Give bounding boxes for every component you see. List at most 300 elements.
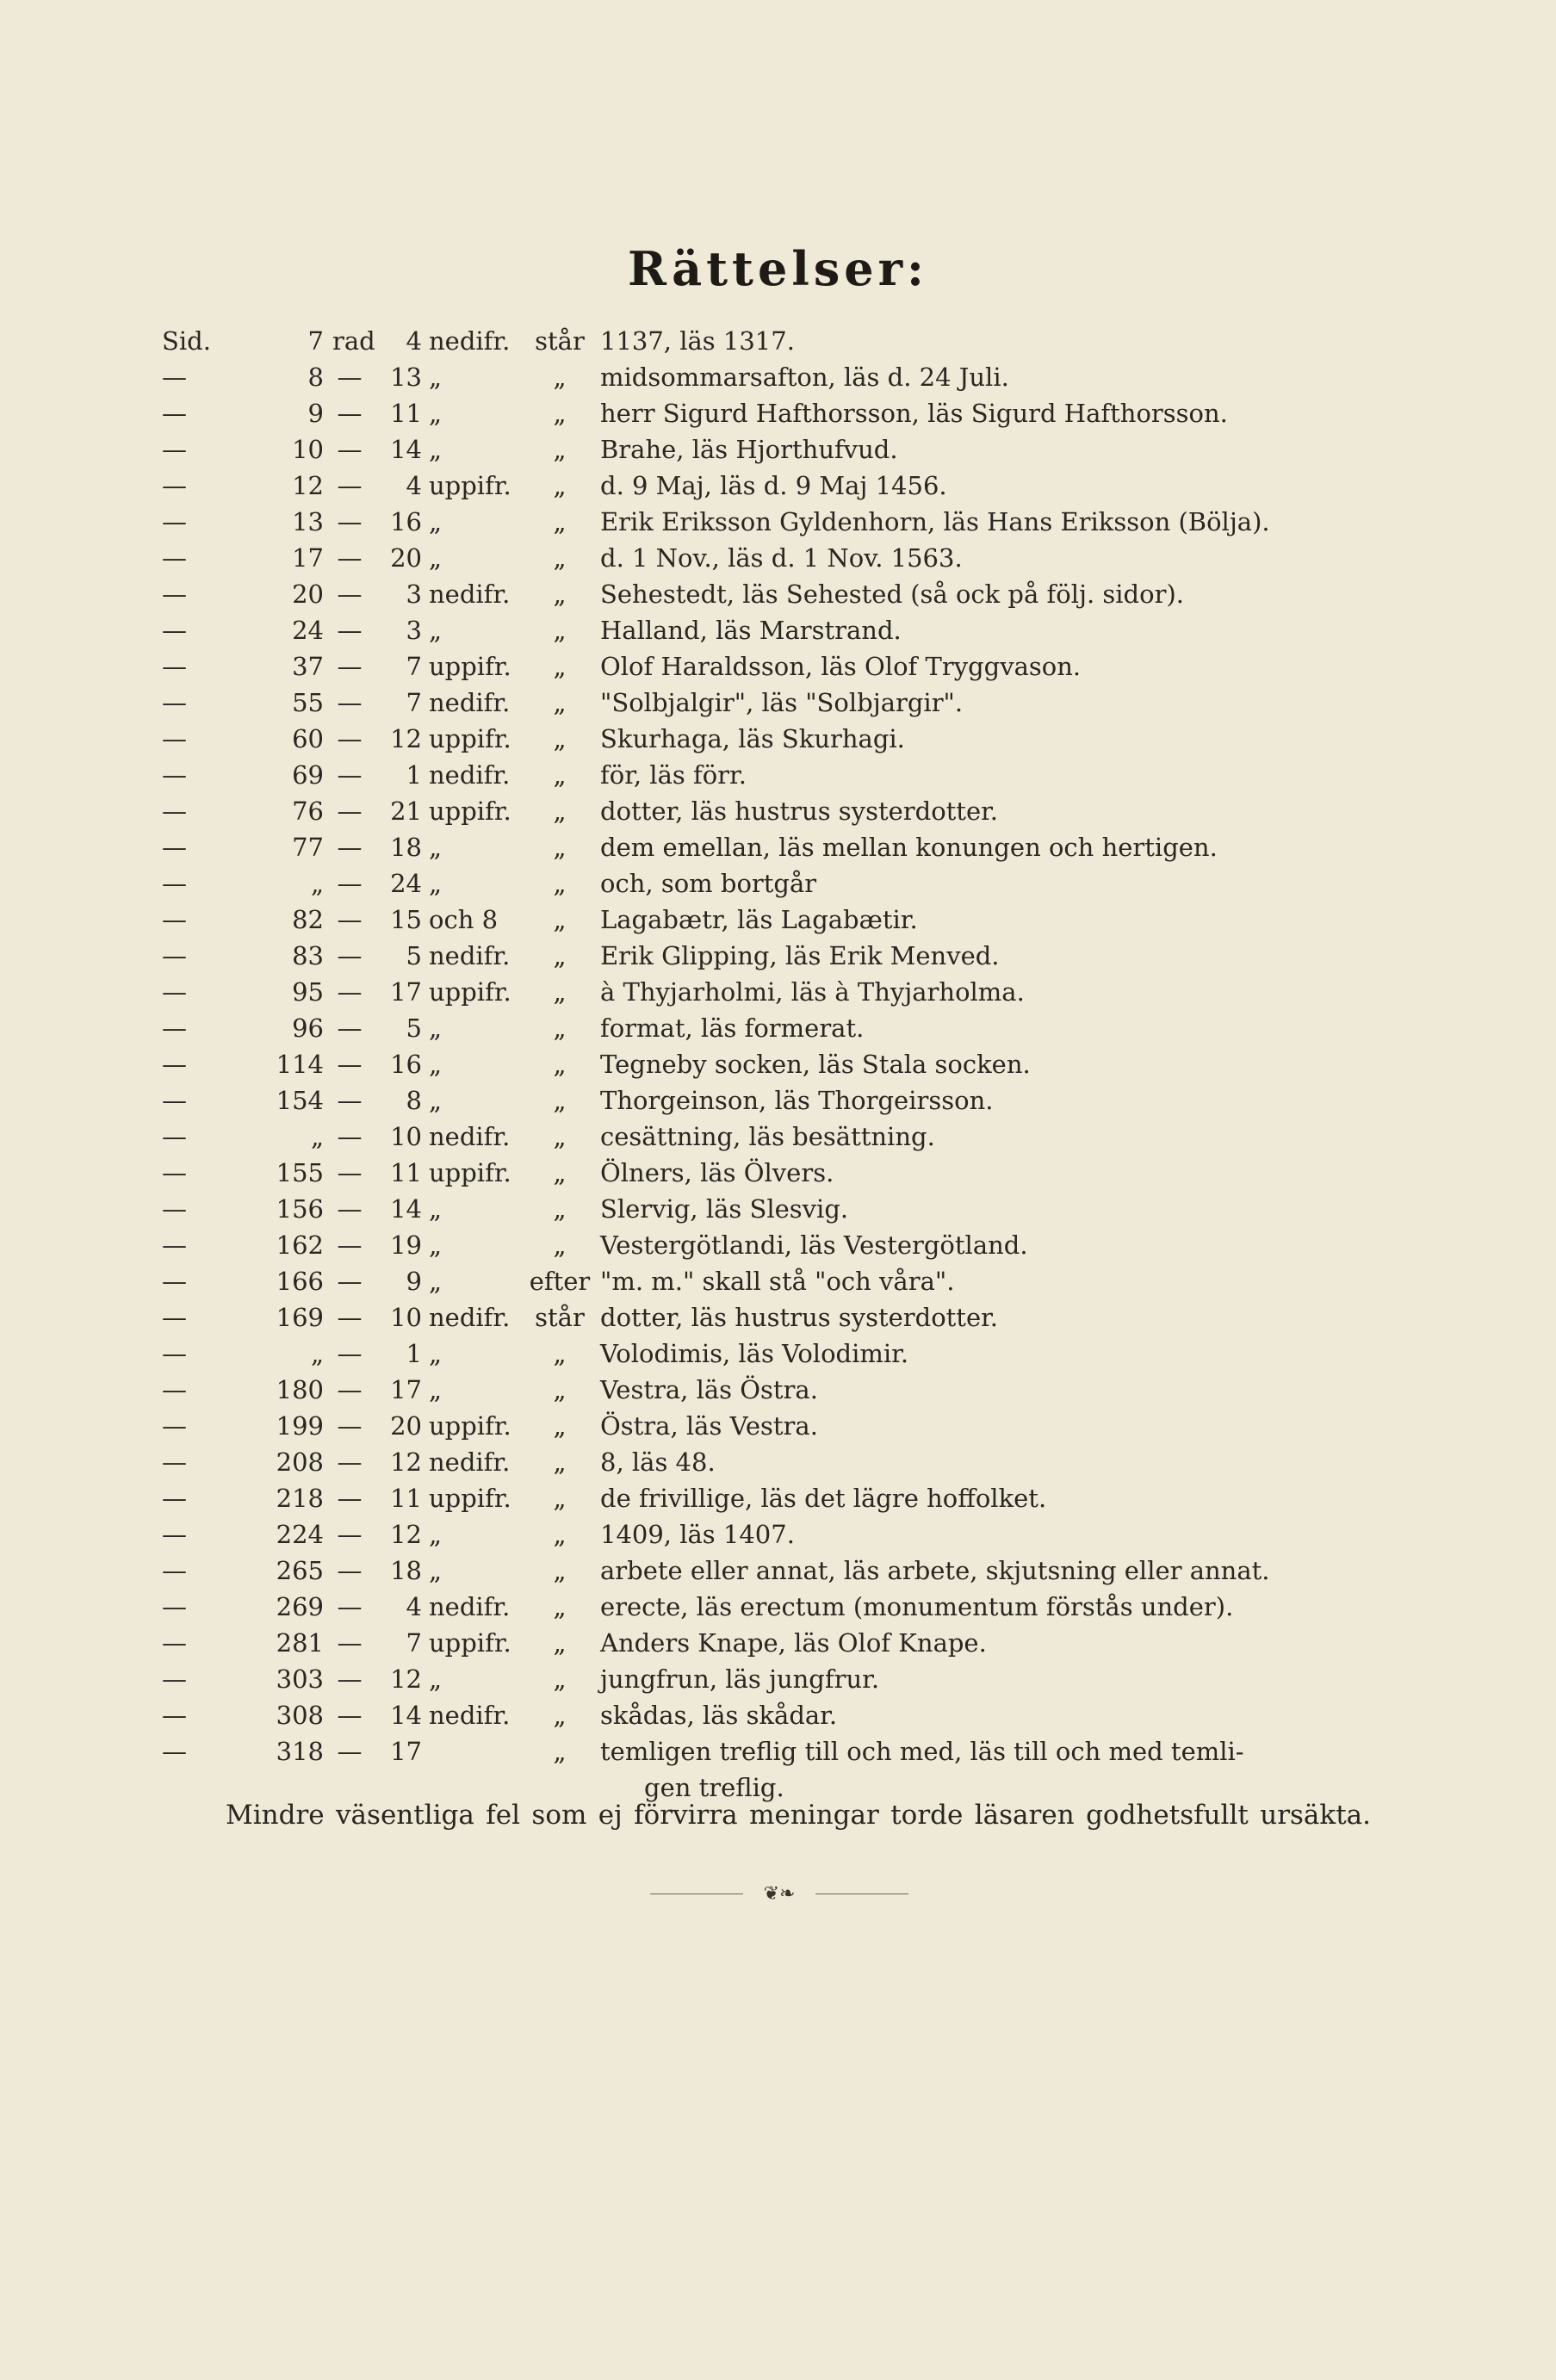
errata-d2: — xyxy=(337,471,363,500)
errata-page: 76 xyxy=(292,796,324,826)
errata-page: 180 xyxy=(276,1375,324,1404)
errata-line: 14 xyxy=(390,1194,422,1224)
errata-row xyxy=(0,974,1556,1010)
errata-star: „ xyxy=(553,616,567,645)
errata-row xyxy=(0,1733,1556,1770)
errata-line: 12 xyxy=(390,724,422,753)
errata-pos: uppifr. xyxy=(429,1158,511,1187)
errata-line: 16 xyxy=(390,1050,422,1079)
errata-page: 17 xyxy=(292,543,324,573)
errata-line: 7 xyxy=(406,652,422,681)
errata-sid: — xyxy=(162,616,187,645)
errata-page: 13 xyxy=(292,507,324,536)
errata-sid: — xyxy=(162,507,187,536)
errata-pos: nedifr. xyxy=(429,1447,511,1477)
errata-star: „ xyxy=(553,724,567,753)
errata-d2: — xyxy=(337,1664,363,1694)
errata-text: och, som bortgår xyxy=(600,869,817,898)
errata-pos: nedifr. xyxy=(429,1303,511,1332)
errata-d2: — xyxy=(337,1484,363,1513)
errata-row xyxy=(0,1770,1556,1802)
errata-pos: nedifr. xyxy=(429,1592,511,1621)
errata-page: 83 xyxy=(292,941,324,970)
errata-row xyxy=(0,1299,1556,1336)
errata-line: 17 xyxy=(390,1737,422,1766)
errata-page: 162 xyxy=(276,1230,324,1260)
errata-text: gen treflig. xyxy=(644,1773,784,1802)
errata-line: 4 xyxy=(406,326,422,356)
errata-row xyxy=(0,1480,1556,1516)
errata-row xyxy=(0,395,1556,431)
errata-line: 14 xyxy=(390,435,422,464)
errata-line: 3 xyxy=(406,616,422,645)
errata-text: Ölners, läs Ölvers. xyxy=(600,1158,834,1187)
errata-star: „ xyxy=(553,507,567,536)
errata-text: Erik Glipping, läs Erik Menved. xyxy=(600,941,1000,970)
errata-star: „ xyxy=(553,1086,567,1115)
errata-page: 60 xyxy=(292,724,324,753)
errata-page: 12 xyxy=(292,471,324,500)
errata-pos: „ xyxy=(429,543,443,573)
errata-d2: rad xyxy=(332,326,375,356)
errata-text: Östra, läs Vestra. xyxy=(600,1411,818,1441)
errata-pos: „ xyxy=(429,1375,443,1404)
errata-sid: — xyxy=(162,688,187,717)
errata-sid: — xyxy=(162,1447,187,1477)
errata-sid: — xyxy=(162,1122,187,1151)
errata-d2: — xyxy=(337,724,363,753)
errata-row xyxy=(0,576,1556,612)
errata-sid: — xyxy=(162,1230,187,1260)
errata-row xyxy=(0,540,1556,576)
errata-line: 3 xyxy=(406,580,422,609)
divider-line-right xyxy=(815,1893,908,1894)
errata-star: „ xyxy=(553,1375,567,1404)
errata-text: format, läs formerat. xyxy=(600,1013,865,1043)
errata-line: 12 xyxy=(390,1520,422,1549)
errata-row xyxy=(0,1010,1556,1046)
errata-text: d. 9 Maj, läs d. 9 Maj 1456. xyxy=(600,471,947,500)
errata-d2: — xyxy=(337,1411,363,1441)
errata-star: efter xyxy=(529,1267,591,1296)
errata-page: 69 xyxy=(292,760,324,790)
errata-row xyxy=(0,1046,1556,1082)
errata-sid: — xyxy=(162,869,187,898)
errata-d2: — xyxy=(337,1086,363,1115)
errata-sid: — xyxy=(162,833,187,862)
errata-row xyxy=(0,1516,1556,1553)
errata-d2: — xyxy=(337,977,363,1007)
errata-sid: — xyxy=(162,652,187,681)
errata-sid: — xyxy=(162,1592,187,1621)
errata-line: 17 xyxy=(390,1375,422,1404)
errata-pos: nedifr. xyxy=(429,941,511,970)
errata-row xyxy=(0,1589,1556,1625)
errata-d2: — xyxy=(337,1737,363,1766)
errata-d2: — xyxy=(337,399,363,428)
errata-row xyxy=(0,431,1556,468)
errata-page: 265 xyxy=(276,1556,324,1585)
errata-sid: — xyxy=(162,1556,187,1585)
errata-d2: — xyxy=(337,435,363,464)
errata-text: arbete eller annat, läs arbete, skjutsning eller annat. xyxy=(600,1556,1270,1585)
errata-page: 166 xyxy=(276,1267,324,1296)
errata-d2: — xyxy=(337,760,363,790)
errata-sid: — xyxy=(162,580,187,609)
errata-sid: — xyxy=(162,1484,187,1513)
errata-star: „ xyxy=(553,435,567,464)
errata-star: „ xyxy=(553,543,567,573)
errata-page: 7 xyxy=(307,326,324,356)
errata-row xyxy=(0,468,1556,504)
ornament-icon: ❦❧ xyxy=(763,1883,796,1905)
errata-sid: — xyxy=(162,1375,187,1404)
errata-pos: uppifr. xyxy=(429,977,511,1007)
errata-pos: uppifr. xyxy=(429,796,511,826)
errata-text: 1409, läs 1407. xyxy=(600,1520,795,1549)
errata-text: cesättning, läs besättning. xyxy=(600,1122,935,1151)
errata-star: „ xyxy=(553,1158,567,1187)
errata-star: „ xyxy=(553,796,567,826)
errata-line: 11 xyxy=(390,1158,422,1187)
errata-star: „ xyxy=(553,1013,567,1043)
errata-line: 10 xyxy=(390,1122,422,1151)
errata-star: „ xyxy=(553,1592,567,1621)
errata-line: 11 xyxy=(390,1484,422,1513)
errata-pos: „ xyxy=(429,1520,443,1549)
errata-pos: „ xyxy=(429,435,443,464)
errata-star: „ xyxy=(553,688,567,717)
errata-d2: — xyxy=(337,1013,363,1043)
errata-star: „ xyxy=(553,905,567,934)
errata-sid: — xyxy=(162,905,187,934)
errata-sid: — xyxy=(162,1158,187,1187)
errata-star: „ xyxy=(553,869,567,898)
errata-text: herr Sigurd Hafthorsson, läs Sigurd Hafthorsson. xyxy=(600,399,1228,428)
errata-page: „ xyxy=(310,1122,324,1151)
divider-line-left xyxy=(650,1893,743,1894)
errata-row xyxy=(0,721,1556,757)
errata-row xyxy=(0,685,1556,721)
errata-star: „ xyxy=(553,1484,567,1513)
errata-row xyxy=(0,612,1556,648)
errata-pos: „ xyxy=(429,1230,443,1260)
errata-line: 16 xyxy=(390,507,422,536)
errata-pos: „ xyxy=(429,1556,443,1585)
errata-row xyxy=(0,829,1556,865)
errata-d2: — xyxy=(337,1122,363,1151)
errata-line: 14 xyxy=(390,1701,422,1730)
errata-page: „ xyxy=(310,869,324,898)
errata-page: 308 xyxy=(276,1701,324,1730)
errata-pos: „ xyxy=(429,1267,443,1296)
errata-sid: — xyxy=(162,1737,187,1766)
errata-star: „ xyxy=(553,1122,567,1151)
errata-star: står xyxy=(535,1303,585,1332)
errata-text: Thorgeinson, läs Thorgeirsson. xyxy=(600,1086,994,1115)
errata-line: 10 xyxy=(390,1303,422,1332)
errata-star: „ xyxy=(553,652,567,681)
errata-list xyxy=(0,323,1556,1802)
errata-star: „ xyxy=(553,580,567,609)
errata-d2: — xyxy=(337,1050,363,1079)
errata-page: 281 xyxy=(276,1628,324,1658)
errata-line: 17 xyxy=(390,977,422,1007)
errata-text: "m. m." skall stå "och våra". xyxy=(600,1267,955,1296)
errata-pos: „ xyxy=(429,1086,443,1115)
errata-page: „ xyxy=(310,1339,324,1368)
errata-star: „ xyxy=(553,1701,567,1730)
errata-page: 96 xyxy=(292,1013,324,1043)
errata-star: „ xyxy=(553,941,567,970)
errata-star: „ xyxy=(553,471,567,500)
errata-page: 199 xyxy=(276,1411,324,1441)
errata-text: jungfrun, läs jungfrur. xyxy=(600,1664,880,1694)
errata-page: 55 xyxy=(292,688,324,717)
errata-line: 8 xyxy=(406,1086,422,1115)
errata-page: 218 xyxy=(276,1484,324,1513)
errata-pos: nedifr. xyxy=(429,1122,511,1151)
errata-page: 20 xyxy=(292,580,324,609)
errata-row xyxy=(0,504,1556,540)
errata-star: „ xyxy=(553,1628,567,1658)
errata-page: 9 xyxy=(307,399,324,428)
errata-pos: „ xyxy=(429,869,443,898)
errata-row xyxy=(0,1227,1556,1263)
errata-text: 8, läs 48. xyxy=(600,1447,716,1477)
errata-line: 18 xyxy=(390,833,422,862)
page-title: Rättelser: xyxy=(627,241,928,296)
errata-pos: nedifr. xyxy=(429,326,511,356)
errata-star: „ xyxy=(553,833,567,862)
errata-line: 7 xyxy=(406,1628,422,1658)
errata-sid: — xyxy=(162,1339,187,1368)
errata-page: 37 xyxy=(292,652,324,681)
errata-d2: — xyxy=(337,1194,363,1224)
errata-pos: „ xyxy=(429,1050,443,1079)
errata-text: Vestra, läs Östra. xyxy=(600,1375,818,1404)
errata-pos: uppifr. xyxy=(429,724,511,753)
errata-star: „ xyxy=(553,1737,567,1766)
errata-page: 224 xyxy=(276,1520,324,1549)
errata-d2: — xyxy=(337,1628,363,1658)
errata-sid: — xyxy=(162,1086,187,1115)
errata-d2: — xyxy=(337,869,363,898)
errata-page: 82 xyxy=(292,905,324,934)
errata-row xyxy=(0,1444,1556,1480)
errata-page: 208 xyxy=(276,1447,324,1477)
errata-row xyxy=(0,865,1556,902)
errata-star: „ xyxy=(553,1050,567,1079)
errata-d2: — xyxy=(337,1267,363,1296)
errata-text: Tegneby socken, läs Stala socken. xyxy=(600,1050,1031,1079)
errata-sid: — xyxy=(162,1194,187,1224)
errata-line: 20 xyxy=(390,1411,422,1441)
errata-star: „ xyxy=(553,1411,567,1441)
errata-text: erecte, läs erectum (monumentum förstås under). xyxy=(600,1592,1234,1621)
errata-line: 5 xyxy=(406,1013,422,1043)
errata-text: Slervig, läs Slesvig. xyxy=(600,1194,849,1224)
errata-line: 21 xyxy=(390,796,422,826)
errata-d2: — xyxy=(337,616,363,645)
errata-text: Volodimis, läs Volodimir. xyxy=(600,1339,909,1368)
errata-text: Anders Knape, läs Olof Knape. xyxy=(600,1628,987,1658)
errata-row xyxy=(0,1191,1556,1227)
errata-row xyxy=(0,1082,1556,1119)
errata-star: „ xyxy=(553,977,567,1007)
errata-line: 19 xyxy=(390,1230,422,1260)
errata-text: de frivillige, läs det lägre hoffolket. xyxy=(600,1484,1047,1513)
errata-pos: nedifr. xyxy=(429,760,511,790)
errata-sid: — xyxy=(162,977,187,1007)
errata-row xyxy=(0,1408,1556,1444)
errata-d2: — xyxy=(337,1556,363,1585)
errata-sid: — xyxy=(162,1303,187,1332)
errata-page: 10 xyxy=(292,435,324,464)
errata-d2: — xyxy=(337,1303,363,1332)
errata-star: står xyxy=(535,326,585,356)
errata-text: Erik Eriksson Gyldenhorn, läs Hans Eriksson (Bölja). xyxy=(600,507,1270,536)
errata-text: dem emellan, läs mellan konungen och hertigen. xyxy=(600,833,1218,862)
errata-d2: — xyxy=(337,796,363,826)
errata-text: temligen treflig till och med, läs till och med temli- xyxy=(600,1737,1244,1766)
errata-d2: — xyxy=(337,543,363,573)
errata-row xyxy=(0,1553,1556,1589)
errata-star: „ xyxy=(553,1447,567,1477)
errata-pos: „ xyxy=(429,616,443,645)
errata-sid: — xyxy=(162,1664,187,1694)
errata-sid: — xyxy=(162,796,187,826)
errata-sid: — xyxy=(162,724,187,753)
errata-sid: — xyxy=(162,941,187,970)
errata-text: dotter, läs hustrus systerdotter. xyxy=(600,1303,999,1332)
errata-star: „ xyxy=(553,1664,567,1694)
errata-sid: — xyxy=(162,1628,187,1658)
errata-pos: „ xyxy=(429,833,443,862)
errata-d2: — xyxy=(337,905,363,934)
errata-line: 4 xyxy=(406,1592,422,1621)
errata-d2: — xyxy=(337,1701,363,1730)
errata-line: 11 xyxy=(390,399,422,428)
errata-page: 169 xyxy=(276,1303,324,1332)
errata-star: „ xyxy=(553,363,567,392)
errata-text: Skurhaga, läs Skurhagi. xyxy=(600,724,905,753)
errata-pos: uppifr. xyxy=(429,1484,511,1513)
errata-row xyxy=(0,757,1556,793)
errata-row xyxy=(0,1336,1556,1372)
errata-sid: — xyxy=(162,1701,187,1730)
errata-d2: — xyxy=(337,363,363,392)
errata-d2: — xyxy=(337,1592,363,1621)
errata-row xyxy=(0,938,1556,974)
errata-line: 1 xyxy=(406,760,422,790)
errata-star: „ xyxy=(553,1230,567,1260)
footer-note: Mindre väsentliga fel som ej förvirra meningar torde läsaren godhetsfullt ursäkta. xyxy=(226,1800,1371,1831)
errata-text: Olof Haraldsson, läs Olof Tryggvason. xyxy=(600,652,1082,681)
errata-pos: „ xyxy=(429,1664,443,1694)
errata-line: 12 xyxy=(390,1447,422,1477)
errata-d2: — xyxy=(337,1520,363,1549)
errata-text: Sehestedt, läs Sehested (så ock på följ. sidor). xyxy=(600,580,1184,609)
errata-d2: — xyxy=(337,1375,363,1404)
errata-sid: — xyxy=(162,399,187,428)
errata-pos: „ xyxy=(429,1194,443,1224)
errata-row xyxy=(0,1697,1556,1733)
errata-pos: nedifr. xyxy=(429,1701,511,1730)
errata-pos: uppifr. xyxy=(429,1411,511,1441)
errata-pos: „ xyxy=(429,363,443,392)
errata-text: midsommarsafton, läs d. 24 Juli. xyxy=(600,363,1009,392)
errata-text: Halland, läs Marstrand. xyxy=(600,616,902,645)
errata-star: „ xyxy=(553,1520,567,1549)
errata-line: 12 xyxy=(390,1664,422,1694)
errata-star: „ xyxy=(553,1194,567,1224)
errata-d2: — xyxy=(337,652,363,681)
errata-row xyxy=(0,1625,1556,1661)
errata-row xyxy=(0,359,1556,395)
errata-row xyxy=(0,1155,1556,1191)
errata-line: 7 xyxy=(406,688,422,717)
errata-row xyxy=(0,323,1556,359)
errata-text: Lagabætr, läs Lagabætir. xyxy=(600,905,918,934)
errata-text: 1137, läs 1317. xyxy=(600,326,795,356)
errata-pos: „ xyxy=(429,399,443,428)
errata-star: „ xyxy=(553,399,567,428)
errata-line: 1 xyxy=(406,1339,422,1368)
errata-sid: — xyxy=(162,1050,187,1079)
errata-page: 318 xyxy=(276,1737,324,1766)
errata-page: 77 xyxy=(292,833,324,862)
errata-line: 13 xyxy=(390,363,422,392)
errata-text: Vestergötlandi, läs Vestergötland. xyxy=(600,1230,1028,1260)
errata-text: dotter, läs hustrus systerdotter. xyxy=(600,796,999,826)
errata-row xyxy=(0,902,1556,938)
errata-d2: — xyxy=(337,1230,363,1260)
errata-line: 24 xyxy=(390,869,422,898)
errata-line: 20 xyxy=(390,543,422,573)
errata-pos: och 8 xyxy=(429,905,499,934)
errata-star: „ xyxy=(553,760,567,790)
errata-d2: — xyxy=(337,1158,363,1187)
errata-page: 24 xyxy=(292,616,324,645)
errata-page: 154 xyxy=(276,1086,324,1115)
errata-d2: — xyxy=(337,833,363,862)
errata-sid: — xyxy=(162,471,187,500)
errata-row xyxy=(0,1661,1556,1697)
errata-page: 114 xyxy=(276,1050,324,1079)
errata-row xyxy=(0,793,1556,829)
errata-sid: — xyxy=(162,1411,187,1441)
errata-line: 9 xyxy=(406,1267,422,1296)
errata-text: för, läs förr. xyxy=(600,760,747,790)
errata-page: 95 xyxy=(292,977,324,1007)
errata-line: 15 xyxy=(390,905,422,934)
errata-text: Brahe, läs Hjorthufvud. xyxy=(600,435,898,464)
errata-sid: — xyxy=(162,1267,187,1296)
errata-sid: — xyxy=(162,1013,187,1043)
errata-sid: — xyxy=(162,363,187,392)
errata-d2: — xyxy=(337,580,363,609)
errata-line: 18 xyxy=(390,1556,422,1585)
errata-sid: — xyxy=(162,435,187,464)
errata-d2: — xyxy=(337,507,363,536)
errata-text: à Thyjarholmi, läs à Thyjarholma. xyxy=(600,977,1025,1007)
errata-star: „ xyxy=(553,1339,567,1368)
errata-pos: nedifr. xyxy=(429,580,511,609)
errata-pos: uppifr. xyxy=(429,652,511,681)
errata-row xyxy=(0,1372,1556,1408)
errata-sid: — xyxy=(162,760,187,790)
